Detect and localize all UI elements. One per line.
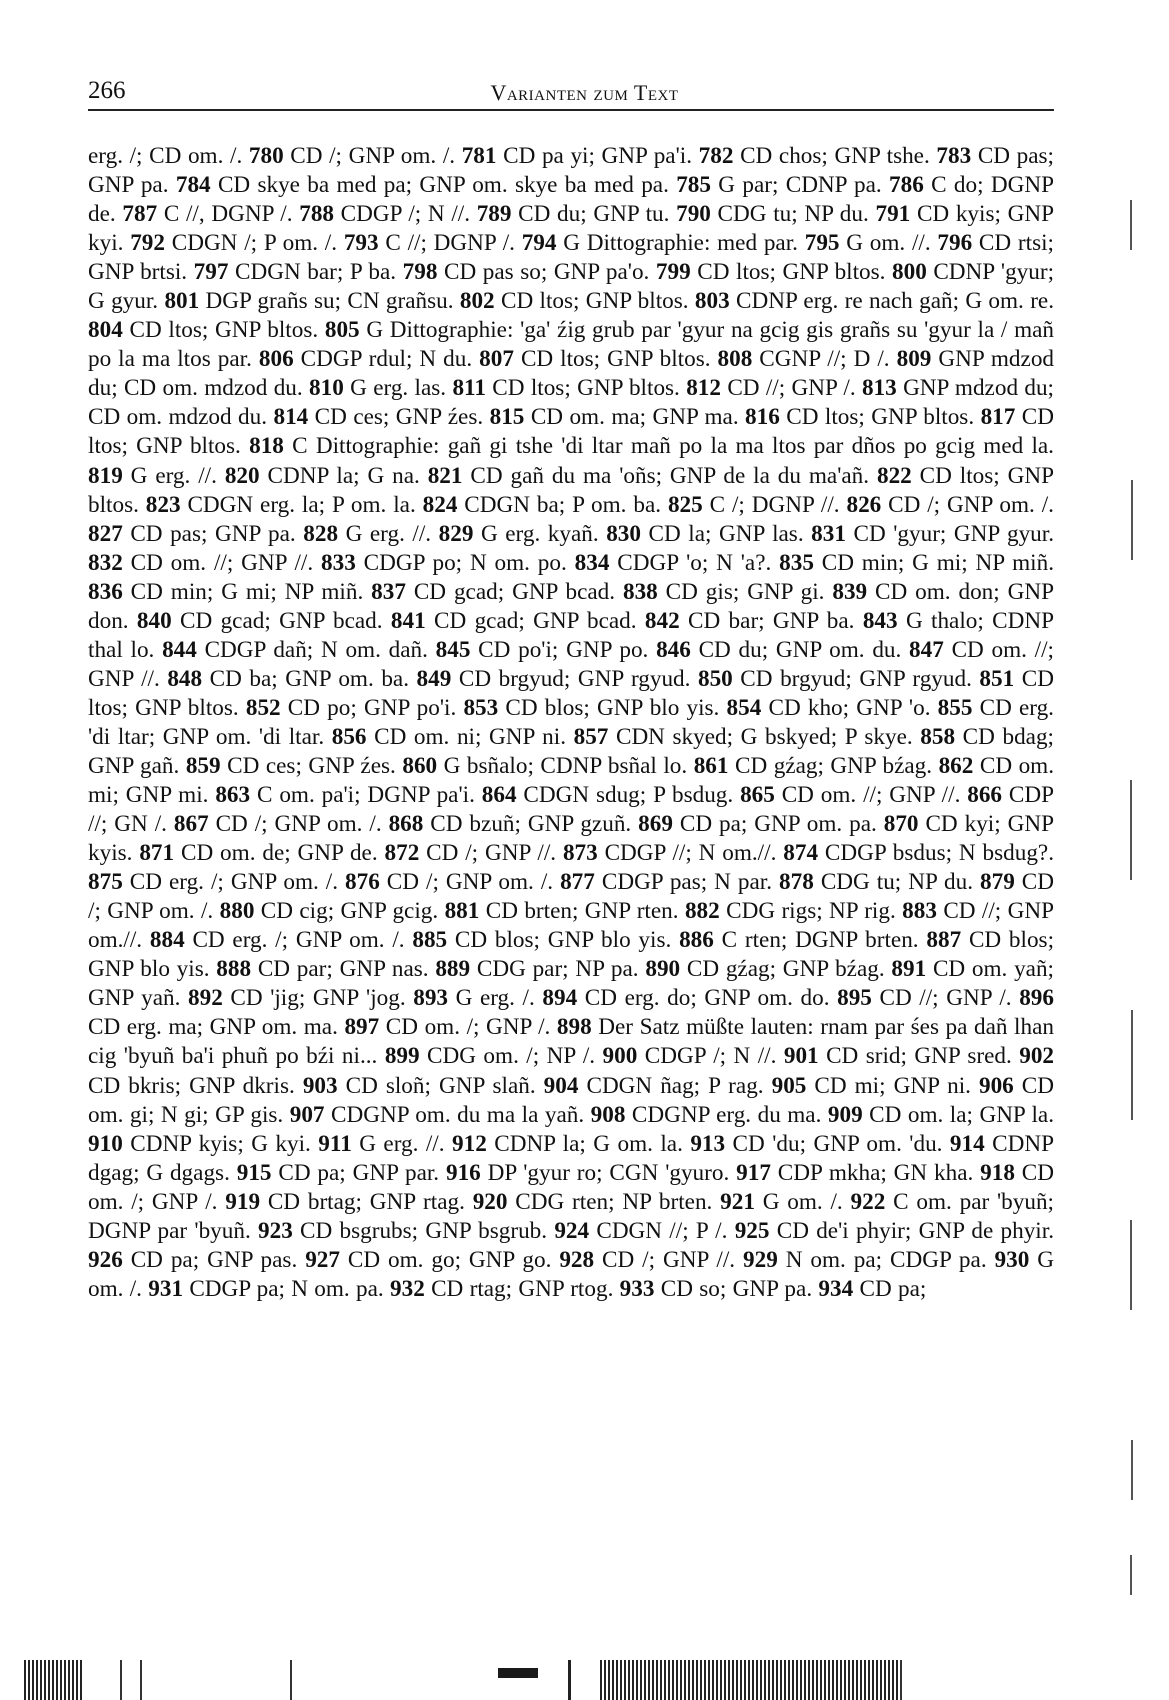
variant-number: 864 [481, 782, 517, 809]
variant-number: 920 [472, 1188, 508, 1215]
variant-number: 868 [388, 811, 424, 838]
variant-number: 932 [390, 1275, 425, 1302]
variant-number: 897 [344, 1014, 380, 1041]
variant-number: 781 [461, 143, 497, 169]
variant-number: 808 [717, 346, 753, 373]
variant-number: 797 [193, 259, 229, 286]
variant-number: 818 [249, 433, 284, 460]
variant-number: 896 [1019, 985, 1054, 1012]
variant-number: 874 [783, 840, 819, 867]
variant-number: 867 [173, 811, 209, 838]
variant-number: 926 [88, 1246, 123, 1273]
variant-number: 784 [175, 172, 211, 199]
variant-number: 828 [303, 520, 339, 547]
variant-number: 831 [811, 520, 846, 547]
variant-number: 910 [88, 1130, 123, 1157]
variant-number: 830 [606, 520, 641, 547]
variant-number: 783 [936, 143, 972, 169]
variant-number: 875 [88, 869, 123, 896]
variant-number: 895 [837, 985, 872, 1012]
variant-number: 903 [302, 1072, 338, 1099]
margin-line-3 [1130, 780, 1132, 880]
variant-number: 889 [435, 956, 471, 983]
margin-line-5 [1130, 1220, 1132, 1310]
variant-number: 898 [556, 1014, 592, 1041]
variant-number: 832 [88, 549, 123, 576]
variant-number: 844 [162, 636, 197, 663]
variant-number: 849 [416, 665, 452, 692]
variant-number: 802 [459, 288, 495, 315]
variant-number: 934 [818, 1275, 854, 1302]
variant-number: 837 [371, 578, 406, 605]
variant-number: 906 [978, 1072, 1014, 1099]
variant-number: 909 [827, 1101, 863, 1128]
variant-number: 877 [560, 869, 595, 896]
variant-number: 814 [273, 404, 309, 431]
variant-number: 786 [889, 172, 924, 199]
variant-number: 888 [216, 956, 252, 983]
variant-number: 928 [559, 1246, 595, 1273]
scan-artifact-left [24, 1660, 84, 1700]
variant-number: 850 [697, 665, 733, 692]
variant-number: 822 [876, 462, 912, 489]
variant-number: 891 [891, 956, 927, 983]
variant-number: 803 [694, 288, 730, 315]
variant-number: 858 [920, 723, 956, 750]
variant-number: 800 [892, 259, 927, 286]
variant-number: 807 [479, 346, 514, 373]
variant-number: 853 [463, 694, 499, 721]
variant-number: 922 [850, 1188, 886, 1215]
variant-number: 904 [543, 1072, 579, 1099]
variant-number: 815 [489, 404, 525, 431]
scan-artifact-right-2 [900, 1660, 902, 1700]
variant-apparatus-text: erg. /; CD om. /. 780 CD /; GNP om. /. 781 CD pa yi; GNP pa'i. 782 CD chos; GNP tshe. 783 CD pas; GNP pa. 784 CD skye ba med pa; GNP om. skye ba med pa. 785 G par; CDNP pa. 786 C do; DGNP de. 787 C //, DGNP /. 788 CDGP /; N //. 789 CD du; GNP tu. 790 CDG tu; NP du. 791 CD kyis; GNP kyi. 792 CDGN /; P om. /. 793 C //; DGNP /. 794 G Dittographie: med par. 795 G om. //. 796 CD rtsi; GNP brtsi. 797 CDGN bar; P ba. 798 CD pas so; GNP pa'o. 799 CD ltos; GNP bltos. 800 CDNP 'gyur; G gyur. 801 DGP grañs su; CN grañsu. 802 CD ltos; GNP bltos. 803 CDNP erg. re nach gañ; G om. re. 804 CD ltos; GNP bltos. 805 G Dittographie: 'ga' źig grub par 'gyur na gcig gis grañs su 'gyur la / mañ po la ma ltos par. 806 CDGP rdul; N du. 807 CD ltos; GNP bltos. 808 CGNP //; D /. 809 GNP mdzod du; CD om. mdzod du. 810 G erg. las. 811 CD ltos; GNP bltos. 812 CD //; GNP /. 813 GNP mdzod du; CD om. mdzod du. 814 CD ces; GNP źes. 815 CD om. ma; GNP ma. 816 CD ltos; GNP bltos. 817 CD ltos; GNP bltos. 818 C Dittographie: gañ gi tshe 'di ltar mañ po la ma ltos par dños po gcig med la. 819 G erg. //. 820 CDNP la; G na. 821 CD gañ du ma 'oñs; GNP de la du ma'añ. 822 CD ltos; GNP bltos. 823 CDGN erg. la; P om. la. 824 CDGN ba; P om. ba. 825 C /; DGNP //. 826 CD /; GNP om. /. 827 CD pas; GNP pa. 828 G erg. //. 829 G erg. kyañ. 830 CD la; GNP las. 831 CD 'gyur; GNP gyur. 832 CD om. //; GNP //. 833 CDGP po; N om. po. 834 CDGP 'o; N 'a?. 835 CD min; G mi; NP miñ. 836 CD min; G mi; NP miñ. 837 CD gcad; GNP bcad. 838 CD gis; GNP gi. 839 CD om. don; GNP don. 840 CD gcad; GNP bcad. 841 CD gcad; GNP bcad. 842 CD bar; GNP ba. 843 G thalo; CDNP thal lo. 844 CDGP dañ; N om. dañ. 845 CD po'i; GNP po. 846 CD du; GNP om. du. 847 CD om. //; GNP //. 848 CD ba; GNP om. ba. 849 CD brgyud; GNP rgyud. 850 CD brgyud; GNP rgyud. 851 CD ltos; GNP bltos. 852 CD po; GNP po'i. 853 CD blos; GNP blo yis. 854 CD kho; GNP 'o. 855 CD erg. 'di ltar; GNP om. 'di ltar. 856 CD om. ni; GNP ni. 857 CDN skyed; G bskyed; P skye. 858 CD bdag; GNP gañ. 859 CD ces; GNP źes. 860 G bsñalo; CDNP bsñal lo. 861 CD gźag; GNP bźag. 862 CD om. mi; GNP mi. 863 C om. pa'i; DGNP pa'i. 864 CDGN sdug; P bsdug. 865 CD om. //; GNP //. 866 CDP //; GN /. 867 CD /; GNP om. /. 868 CD bzuñ; GNP gzuñ. 869 CD pa; GNP om. pa. 870 CD kyi; GNP kyis. 871 CD om. de; GNP de. 872 CD /; GNP //. 873 CDGP //; N om.//. 874 CDGP bsdus; N bsdug?. 875 CD erg. /; GNP om. /. 876 CD /; GNP om. /. 877 CDGP pas; N par. 878 CDG tu; NP du. 879 CD /; GNP om. /. 880 CD cig; GNP gcig. 881 CD brten; GNP rten. 882 CDG rigs; NP rig. 883 CD //; GNP om.//. 884 CD erg. /; GNP om. /. 885 CD blos; GNP blo yis. 886 C rten; DGNP brten. 887 CD blos; GNP blo yis. 888 CD par; GNP nas. 889 CDG par; NP pa. 890 CD gźag; GNP bźag. 891 CD om. yañ; GNP yañ. 892 CD 'jig; GNP 'jog. 893 G erg. /. 894 CD erg. do; GNP om. do. 895 CD //; GNP /. 896 CD erg. ma; GNP om. ma. 897 CD om. /; GNP /. 898 Der Satz müßte lauten: rnam par śes pa dañ lhan cig 'byuñ ba'i phuñ po bźi ni... 899 CDG om. /; NP /. 900 CDGP /; N //. 901 CD srid; GNP sred. 902 CD bkris; GNP dkris. 903 CD sloñ; GNP slañ. 904 CDGN ñag; P rag. 905 CD mi; GNP ni. 906 CD om. gi; N gi; GP gis. 907 CDGNP om. du ma la yañ. 908 CDGNP erg. du ma. 909 CD om. la; GNP la. 910 CDNP kyis; G kyi. 911 G erg. //. 912 CDNP la; G om. la. 913 CD 'du; GNP om. 'du. 914 CDNP dgag; G dgags. 915 CD pa; GNP par. 916 DP 'gyur ro; CGN 'gyuro. 917 CDP mkha; GN kha. 918 CD om. /; GNP /. 919 CD brtag; GNP rtag. 920 CDG rten; NP brten. 921 G om. /. 922 C om. par 'byuñ; DGNP par 'byuñ. 923 CD bsgrubs; GNP bsgrub. 924 CDGN //; P /. 925 CD de'i phyir; GNP de phyir. 926 CD pa; GNP pas. 927 CD om. go; GNP go. 928 CD /; GNP //. 929 N om. pa; CDGP pa. 930 G om. /. 931 CDGP pa; N om. pa. 932 CD rtag; GNP rtog. 933 CD so; GNP pa. 934 CD pa; [88, 143, 1055, 1302]
variant-number: 927 [305, 1246, 340, 1273]
variant-number: 852 [245, 694, 281, 721]
variant-number: 856 [331, 723, 367, 750]
variant-number: 801 [164, 288, 200, 315]
variant-number: 880 [219, 898, 255, 925]
variant-number: 923 [258, 1217, 293, 1244]
variant-number: 787 [122, 201, 158, 228]
variant-number: 782 [698, 143, 734, 169]
variant-number: 780 [248, 143, 284, 169]
variant-number: 907 [289, 1101, 325, 1128]
running-head-title: Varianten zum Text [490, 80, 679, 105]
variant-number: 886 [679, 927, 714, 954]
variant-number: 918 [980, 1159, 1015, 1186]
variant-number: 839 [832, 578, 868, 605]
variant-number: 924 [554, 1217, 590, 1244]
scan-artifact-left-2 [120, 1660, 122, 1700]
scan-artifact-right [600, 1660, 900, 1700]
variant-number: 851 [979, 665, 1015, 692]
variant-number: 809 [896, 346, 932, 373]
variant-number: 902 [1019, 1043, 1055, 1070]
variant-number: 789 [476, 201, 512, 228]
variant-number: 860 [402, 752, 438, 779]
variant-number: 820 [224, 462, 260, 489]
variant-number: 795 [804, 230, 840, 257]
variant-number: 805 [324, 317, 360, 344]
variant-number: 913 [690, 1130, 726, 1157]
variant-number: 841 [390, 607, 426, 634]
variant-number: 826 [846, 491, 882, 518]
variant-number: 912 [452, 1130, 487, 1157]
margin-line-7 [1130, 1555, 1132, 1595]
variant-number: 812 [686, 375, 721, 402]
variant-number: 785 [676, 172, 711, 199]
variant-number: 929 [743, 1246, 778, 1273]
variant-number: 838 [622, 578, 658, 605]
variant-number: 793 [343, 230, 379, 257]
variant-number: 878 [779, 869, 814, 896]
variant-number: 930 [994, 1246, 1030, 1273]
variant-number: 917 [736, 1159, 771, 1186]
variant-number: 879 [980, 869, 1015, 896]
variant-number: 905 [771, 1072, 807, 1099]
variant-number: 911 [318, 1130, 352, 1157]
variant-number: 901 [783, 1043, 819, 1070]
variant-number: 833 [321, 549, 356, 576]
variant-number: 925 [734, 1217, 770, 1244]
variant-number: 834 [574, 549, 610, 576]
margin-line-4 [1131, 1010, 1133, 1120]
variant-number: 881 [444, 898, 480, 925]
variant-number: 824 [422, 491, 458, 518]
variant-number: 887 [926, 927, 962, 954]
variant-number: 840 [136, 607, 172, 634]
variant-number: 893 [413, 985, 448, 1012]
variant-number: 892 [188, 985, 223, 1012]
variant-number: 865 [740, 782, 775, 809]
variant-number: 842 [644, 607, 680, 634]
variant-number: 933 [619, 1275, 655, 1302]
variant-number: 882 [684, 898, 720, 925]
margin-line-1 [1130, 200, 1132, 250]
scan-artifact-center [498, 1668, 538, 1678]
variant-number: 862 [938, 752, 974, 779]
variant-number: 870 [883, 811, 919, 838]
variant-number: 811 [452, 375, 486, 402]
variant-number: 843 [862, 607, 898, 634]
variant-number: 829 [438, 520, 474, 547]
variant-number: 847 [909, 636, 944, 663]
variant-number: 861 [693, 752, 729, 779]
variant-number: 816 [745, 404, 780, 431]
variant-number: 817 [980, 404, 1016, 431]
running-head [0, 80, 1169, 106]
variant-number: 899 [384, 1043, 420, 1070]
variant-number: 866 [967, 782, 1003, 809]
variant-number: 876 [345, 869, 380, 896]
variant-number: 859 [185, 752, 221, 779]
variant-number: 821 [427, 462, 463, 489]
variant-number: 900 [602, 1043, 638, 1070]
variant-number: 894 [542, 985, 578, 1012]
variant-number: 823 [145, 491, 181, 518]
variant-number: 916 [445, 1159, 481, 1186]
variant-number: 845 [435, 636, 471, 663]
variant-number: 914 [949, 1130, 985, 1157]
variant-number: 819 [88, 462, 123, 489]
margin-line-2 [1131, 480, 1133, 560]
variant-number: 863 [215, 782, 251, 809]
scan-artifact-left-3 [140, 1660, 142, 1700]
variant-number: 931 [148, 1275, 184, 1302]
variant-number: 919 [225, 1188, 261, 1215]
variant-number: 810 [309, 375, 344, 402]
variant-number: 921 [720, 1188, 755, 1215]
variant-number: 790 [676, 201, 711, 228]
scan-artifact-left-4 [290, 1660, 292, 1700]
page-number: 266 [88, 77, 126, 104]
variant-number: 792 [130, 230, 165, 257]
variant-number: 885 [412, 927, 448, 954]
variant-number: 846 [656, 636, 691, 663]
variant-number: 796 [937, 230, 973, 257]
variant-number: 827 [88, 520, 123, 547]
header-rule [88, 109, 1054, 111]
variant-number: 890 [645, 956, 681, 983]
variant-number: 871 [139, 840, 175, 867]
variant-number: 806 [258, 346, 294, 373]
variant-number: 869 [638, 811, 673, 838]
variant-number: 884 [149, 927, 185, 954]
variant-number: 791 [875, 201, 911, 228]
variant-number: 794 [521, 230, 557, 257]
variant-number: 908 [590, 1101, 626, 1128]
variant-number: 872 [384, 840, 420, 867]
variant-number: 854 [726, 694, 762, 721]
variant-number: 857 [573, 723, 609, 750]
variant-number: 836 [88, 578, 123, 605]
variant-number: 873 [562, 840, 598, 867]
variant-number: 813 [861, 375, 897, 402]
variant-number: 883 [902, 898, 937, 925]
variant-number: 798 [402, 259, 438, 286]
variant-number: 915 [236, 1159, 272, 1186]
variant-number: 848 [167, 665, 203, 692]
variant-number: 799 [655, 259, 691, 286]
variant-number: 825 [667, 491, 703, 518]
variant-number: 804 [88, 317, 123, 344]
margin-line-6 [1131, 1440, 1133, 1500]
variant-number: 855 [937, 694, 973, 721]
variant-number: 788 [299, 201, 334, 228]
scan-artifact-center-2 [568, 1660, 571, 1700]
variant-number: 835 [779, 549, 814, 576]
